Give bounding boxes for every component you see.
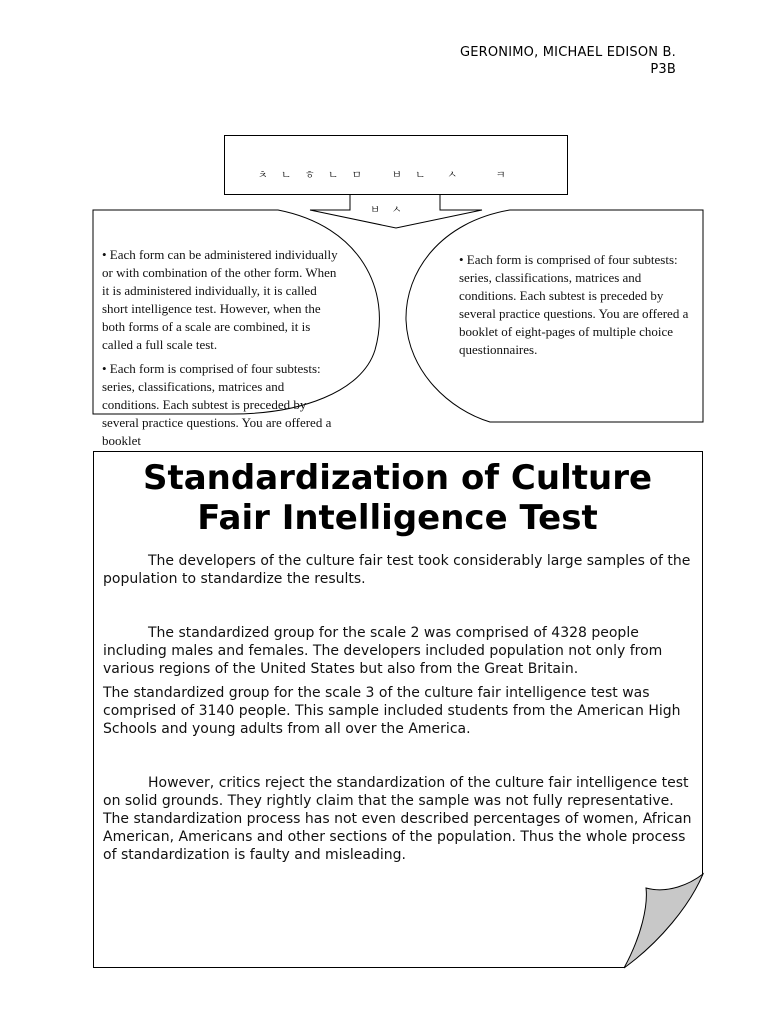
left-bubble-paragraph: • Each form can be administered individually or with combination of the other form. When it is administered individually, it is called short intelligence test. However, when the both forms of a scale are combined, it is called a full scale test. [102, 247, 338, 352]
article-title: Standardization of Culture Fair Intelligence Test [142, 458, 653, 538]
garbled-line-1: ㅊ ㄴ ㅎ ㄴ ㅁ ㅂ ㄴ ㅅ ㅋ [241, 169, 511, 181]
article-paragraph: The standardized group for the scale 3 of the culture fair intelligence test was comprised of 3140 people. This sample included students from the American High Schools and young adults from all over the America. [103, 685, 681, 737]
author-section: P3B [650, 62, 676, 77]
author-name: GERONIMO, MICHAEL EDISON B. [459, 45, 676, 60]
right-bubble-paragraph: • Each form is comprised of four subtests: series, classifications, matrices and conditions. Each subtest is preceded by several practice questions. You are offered a booklet of eight-pages of multiple choice questionnaires. [459, 252, 689, 357]
article-paragraph: However, critics reject the standardization of the culture fair intelligence test on solid grounds. They rightly claim that the sample was not fully representative. The standardization process has not even described percentages of women, African American, Americans and other sections of the population. Thus the whole process of standardization is faulty and misleading. [103, 775, 692, 863]
article-paragraph: The standardized group for the scale 2 was comprised of 4328 people including males and females. The developers included population not only from various regions of the United States but also from the Great Britain. [103, 625, 663, 677]
garbled-under-arrow: ㅂ ㅅ [370, 204, 406, 216]
left-bubble-paragraph: • Each form is comprised of four subtests: series, classifications, matrices and conditions. Each subtest is preceded by several practice questions. You are offered a booklet [102, 361, 332, 448]
article-paragraph: The developers of the culture fair test took considerably large samples of the population to standardize the results. [103, 553, 691, 587]
